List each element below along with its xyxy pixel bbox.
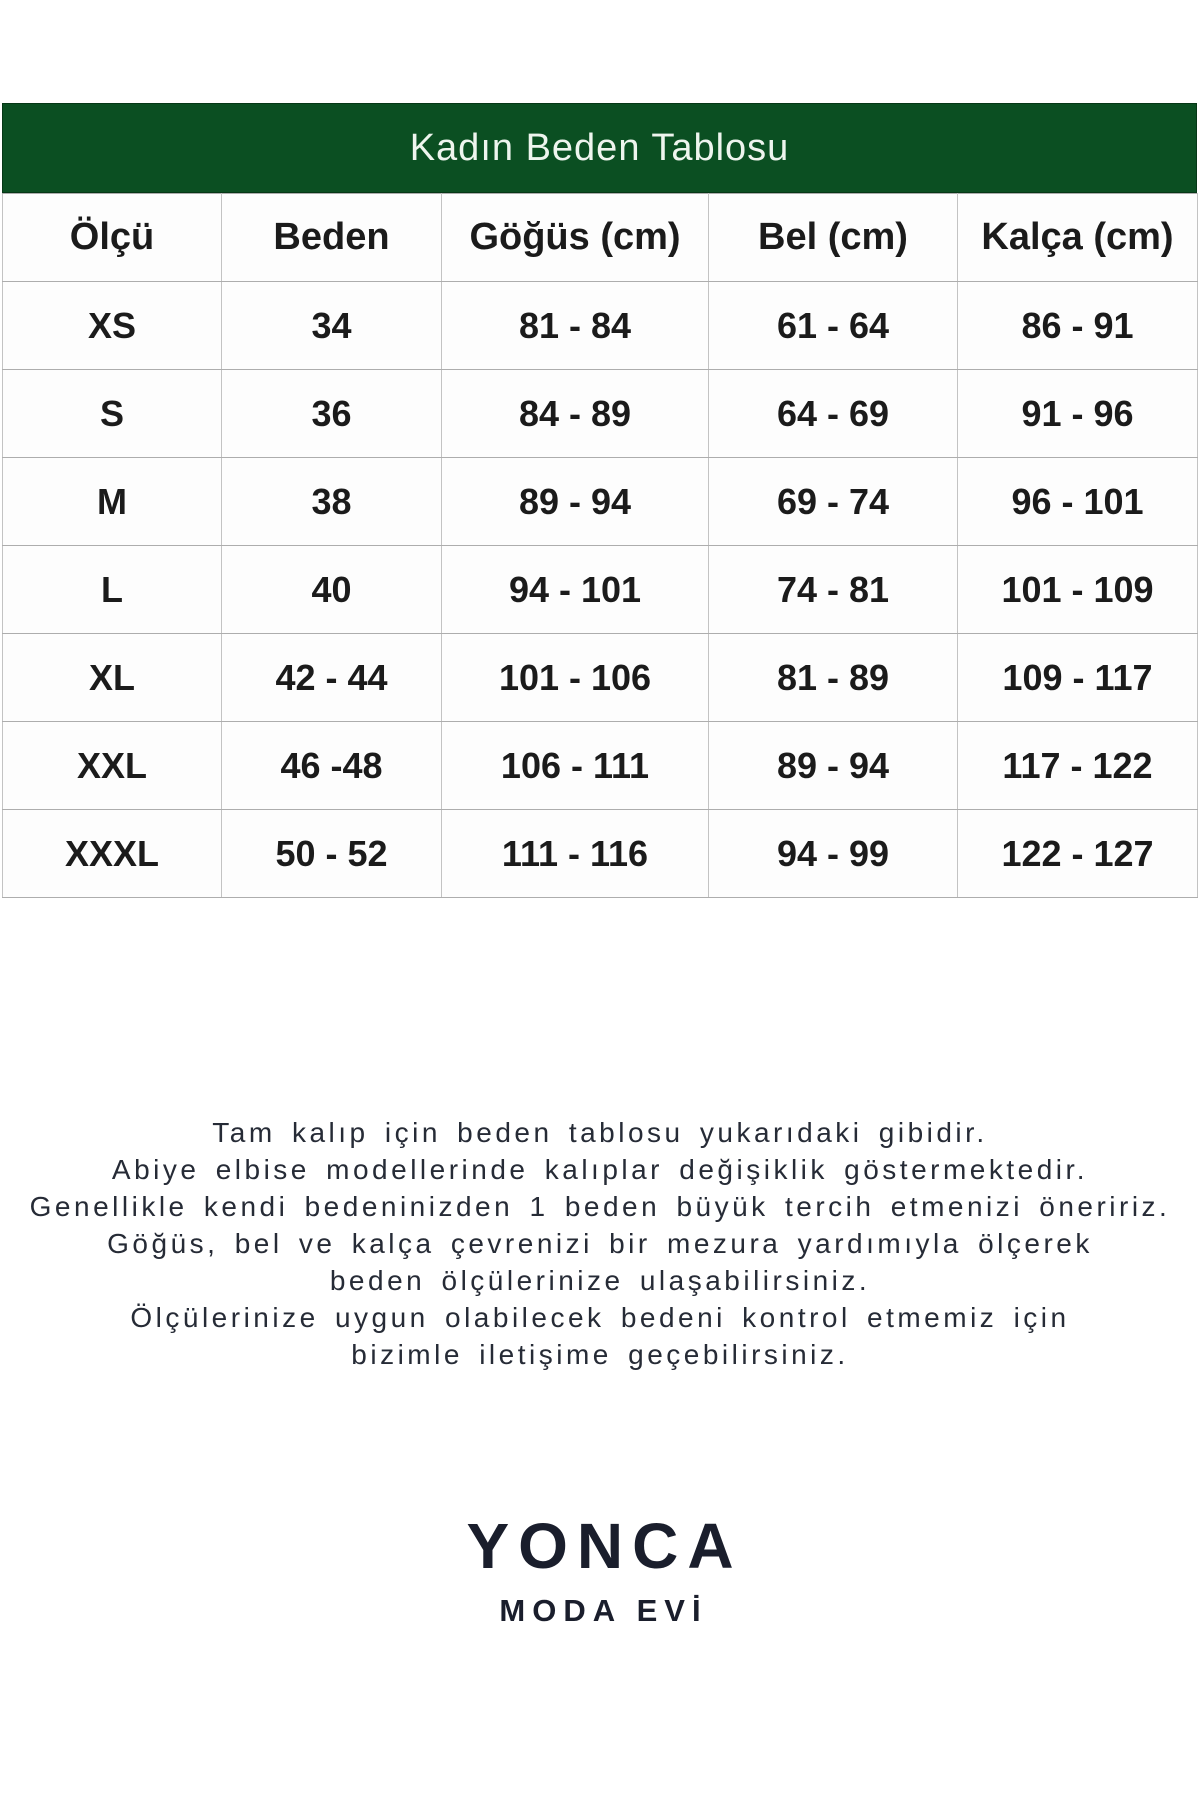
notes-block (0, 1114, 1200, 1373)
col-header-kalca: Kalça (cm) (958, 194, 1198, 282)
table-cell: 81 - 84 (442, 282, 709, 370)
table-cell: XS (3, 282, 222, 370)
table-cell: XXL (3, 722, 222, 810)
table-cell: L (3, 546, 222, 634)
table-cell: 91 - 96 (958, 370, 1198, 458)
note-line: beden ölçülerinize ulaşabilirsiniz. (329, 1265, 871, 1296)
table-cell: 94 - 101 (442, 546, 709, 634)
table-cell: 38 (222, 458, 442, 546)
table-row (3, 370, 1198, 458)
table-cell: 84 - 89 (442, 370, 709, 458)
table-cell: 106 - 111 (442, 722, 709, 810)
table-cell: XL (3, 634, 222, 722)
table-cell: 94 - 99 (709, 810, 958, 898)
col-header-beden: Beden (222, 194, 442, 282)
table-cell: M (3, 458, 222, 546)
col-header-bel: Bel (cm) (709, 194, 958, 282)
note-line: Tam kalıp için beden tablosu yukarıdaki gibidir. (212, 1117, 988, 1148)
table-row (3, 458, 1198, 546)
note-line: Ölçülerinize uygun olabilecek bedeni kontrol etmemiz için (130, 1302, 1070, 1333)
table-cell: 50 - 52 (222, 810, 442, 898)
table-cell: 111 - 116 (442, 810, 709, 898)
table-row (3, 722, 1198, 810)
table-cell: 74 - 81 (709, 546, 958, 634)
table-cell: 46 -48 (222, 722, 442, 810)
col-header-gogus: Göğüs (cm) (442, 194, 709, 282)
table-row (3, 810, 1198, 898)
table-cell: 89 - 94 (709, 722, 958, 810)
table-cell: 96 - 101 (958, 458, 1198, 546)
table-title: Kadın Beden Tablosu (2, 103, 1197, 193)
table-cell: 86 - 91 (958, 282, 1198, 370)
table-cell: 81 - 89 (709, 634, 958, 722)
table-cell: S (3, 370, 222, 458)
note-line: Genellikle kendi bedeninizden 1 beden büyük tercih etmenizi öneririz. (29, 1191, 1171, 1222)
table-cell: 40 (222, 546, 442, 634)
table-row (3, 546, 1198, 634)
note-line: bizimle iletişime geçebilirsiniz. (351, 1339, 849, 1370)
table-row (3, 282, 1198, 370)
note-line: Göğüs, bel ve kalça çevrenizi bir mezura yardımıyla ölçerek (107, 1228, 1093, 1259)
table-header-row (3, 194, 1198, 282)
table-cell: 89 - 94 (442, 458, 709, 546)
note-line: Abiye elbise modellerinde kalıplar değişiklik göstermektedir. (111, 1154, 1089, 1185)
table-cell: 34 (222, 282, 442, 370)
table-cell: 117 - 122 (958, 722, 1198, 810)
table-cell: 61 - 64 (709, 282, 958, 370)
table-cell: 42 - 44 (222, 634, 442, 722)
table-cell: 109 - 117 (958, 634, 1198, 722)
table-cell: 36 (222, 370, 442, 458)
brand-tagline: MODA EVİ (499, 1593, 708, 1628)
table-cell: XXXL (3, 810, 222, 898)
table-cell: 101 - 109 (958, 546, 1198, 634)
size-table-grid (2, 193, 1198, 898)
table-cell: 122 - 127 (958, 810, 1198, 898)
col-header-olcu: Ölçü (3, 194, 222, 282)
size-table (2, 103, 1197, 898)
brand-name: YONCA (466, 1510, 743, 1582)
table-cell: 101 - 106 (442, 634, 709, 722)
table-cell: 64 - 69 (709, 370, 958, 458)
brand-logo (0, 1512, 1200, 1628)
table-row (3, 634, 1198, 722)
table-cell: 69 - 74 (709, 458, 958, 546)
